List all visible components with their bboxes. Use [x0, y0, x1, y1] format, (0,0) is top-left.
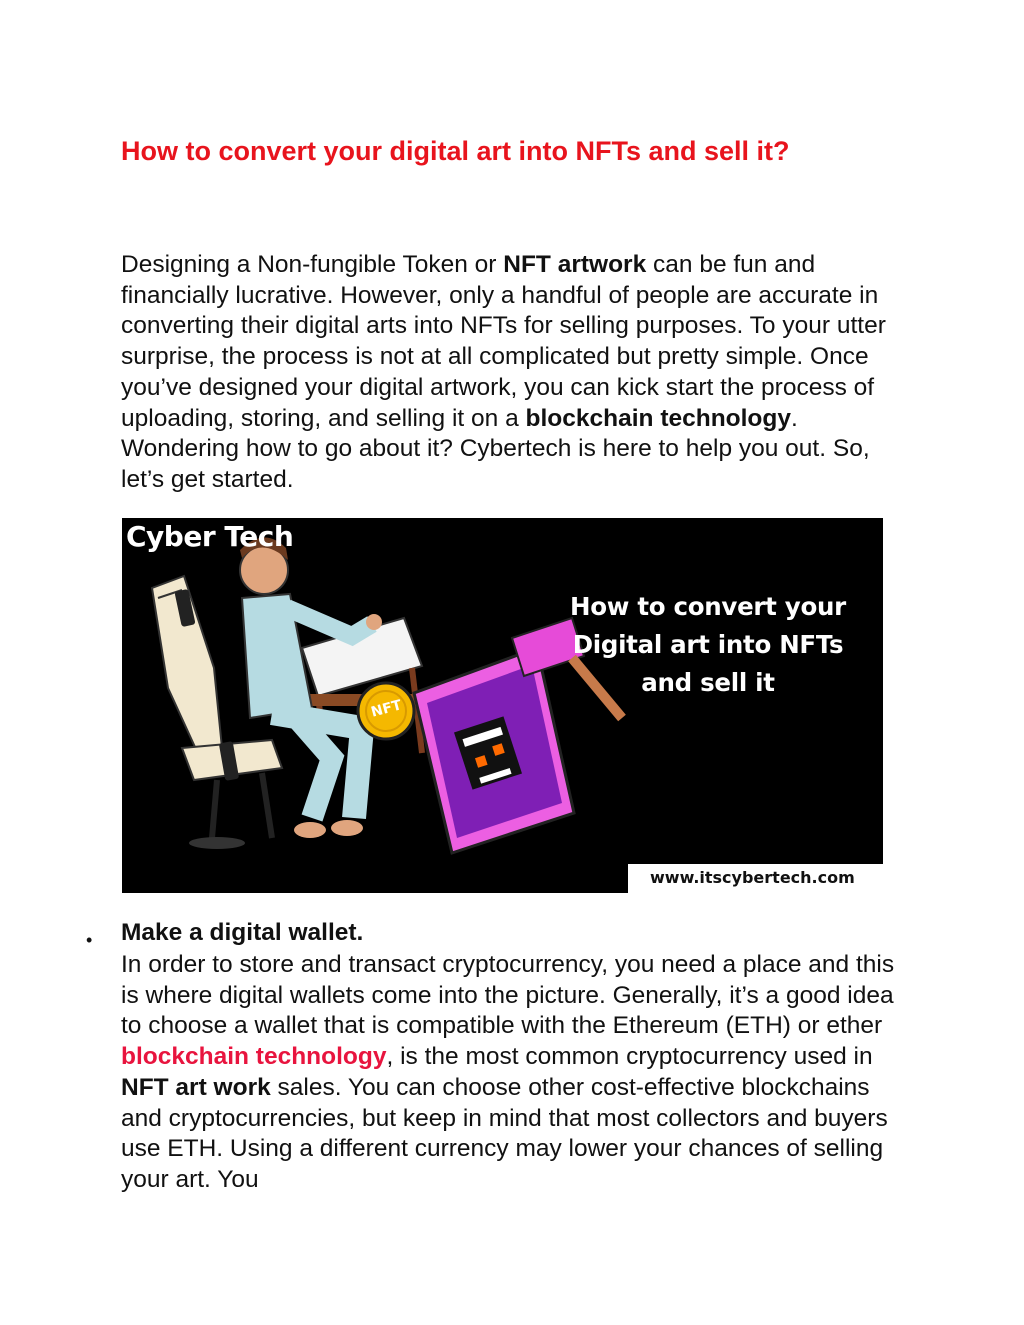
banner-url-strip — [628, 864, 883, 893]
intro-text-3: . Wondering how to go about it? Cybertech is here to help you out. So, let’s get started. — [121, 404, 870, 493]
banner-headline-line-1: How to convert your — [570, 592, 846, 621]
banner-headline-line-3: and sell it — [641, 668, 775, 697]
blockchain-technology-link[interactable]: blockchain technology — [121, 1043, 387, 1071]
nft-coin-label: NFT — [369, 697, 404, 721]
bullet-heading: Make a digital wallet. — [121, 919, 364, 946]
banner-headline-line-2: Digital art into NFTs — [572, 630, 844, 659]
person-illustration — [240, 537, 382, 838]
page-title: How to convert your digital art into NFTs and sell it? — [121, 136, 790, 166]
banner-url: www.itscybertech.com — [650, 868, 855, 887]
bullet-text-2: , is the most common cryptocurrency used in — [386, 1043, 873, 1071]
bullet-bold-nft-art-work: NFT art work — [121, 1073, 271, 1101]
bullet-marker: • — [86, 930, 93, 950]
intro-text-2: can be fun and financially lucrative. However, only a handful of people are accurate in converting their digital arts into NFTs for selling purposes. To your utter surprise, the process is not at all complicated but pretty simple. Once you’ve designed your digital artwork, you can kick start the process of uploading, storing, and selling it on a — [121, 251, 886, 432]
banner-illustration — [122, 518, 883, 893]
bullet-text-1: In order to store and transact cryptocurrency, you need a place and this is where digital wallets come into the picture. Generally, it’s a good idea to choose a wallet that is compatible with the Ethereum (ETH) or ether — [121, 951, 895, 1040]
intro-text-1: Designing a Non-fungible Token or — [121, 251, 504, 278]
banner-headline — [538, 588, 878, 702]
banner-brand-name: Cyber Tech — [126, 520, 294, 553]
intro-bold-nft-artwork: NFT artwork — [503, 251, 647, 278]
intro-paragraph — [121, 250, 911, 496]
bullet-text-3: sales. You can choose other cost-effective blockchains and cryptocurrencies, but keep in mind that most collectors and buyers use ETH. Using a different currency may lower your chances of selling your art. You — [121, 1073, 888, 1193]
article-banner-image — [122, 518, 883, 893]
bullet-paragraph — [121, 950, 911, 1196]
intro-bold-blockchain: blockchain technology — [525, 404, 791, 432]
